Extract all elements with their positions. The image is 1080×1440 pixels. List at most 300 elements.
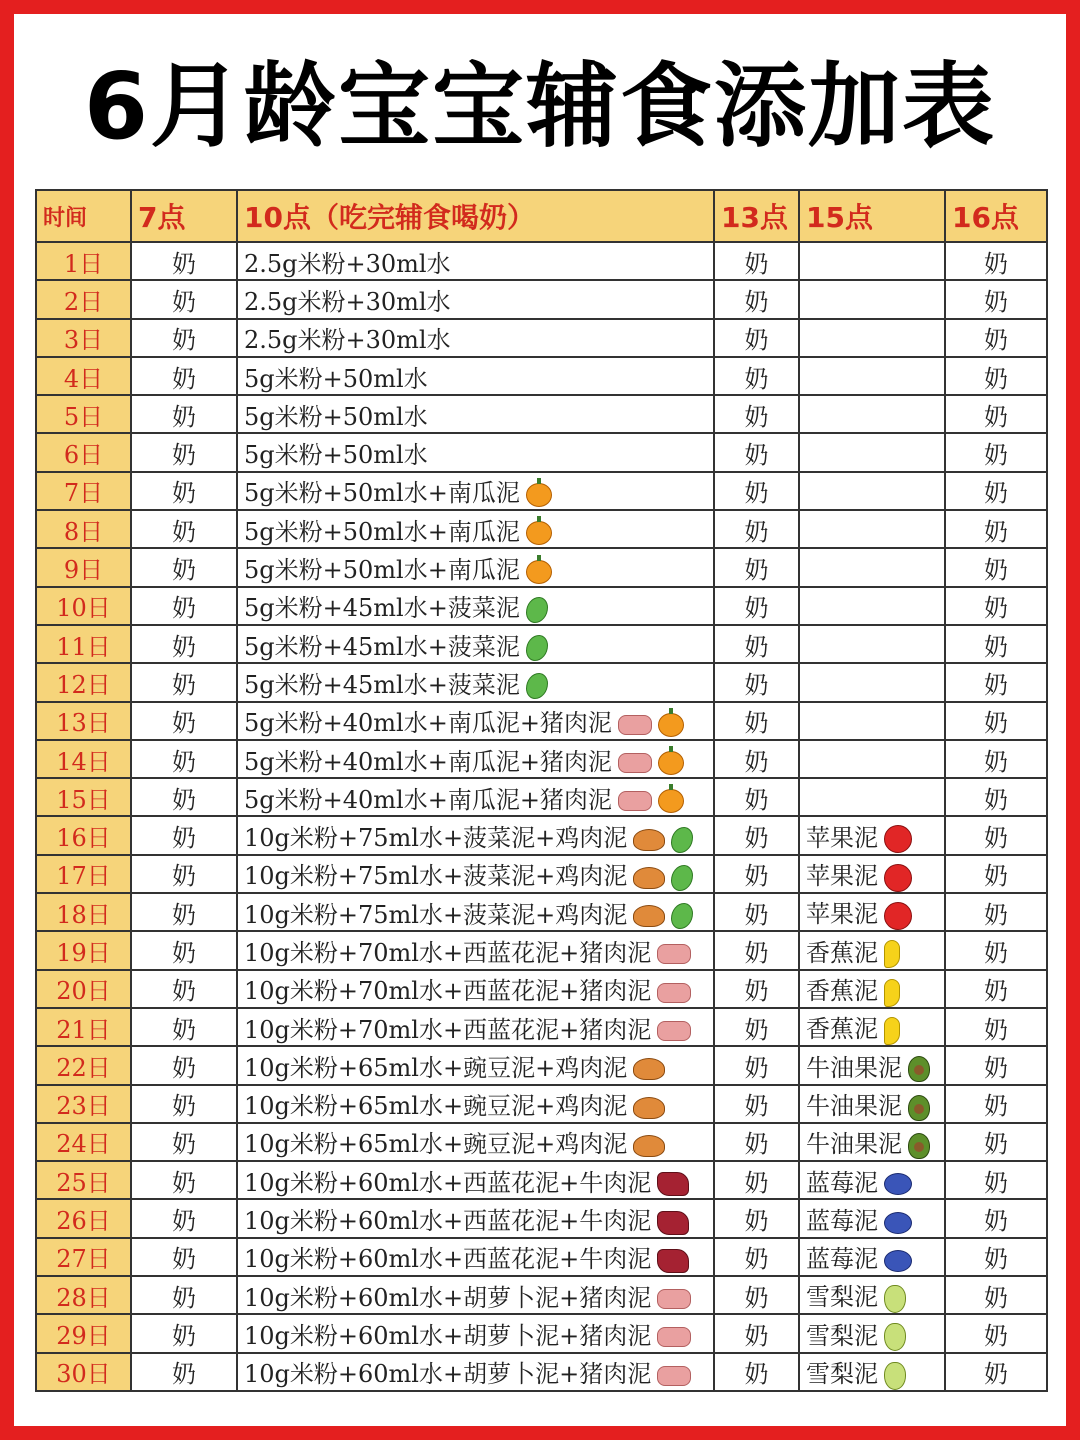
milk-7-cell-text: 奶	[172, 824, 196, 853]
milk-7-cell	[131, 778, 237, 816]
milk-7-cell	[131, 1199, 237, 1237]
feeding-schedule-table	[35, 189, 1048, 1392]
table-row	[36, 1199, 1047, 1237]
chicken-icon	[633, 867, 665, 889]
milk-13-cell	[714, 280, 799, 318]
day-cell	[36, 1161, 131, 1199]
milk-13-cell	[714, 1161, 799, 1199]
fruit-15-cell	[799, 1353, 945, 1391]
fruit-15-cell-text: 香蕉泥	[806, 1015, 878, 1044]
banana-icon	[884, 1017, 900, 1045]
food-10-cell	[237, 1085, 714, 1123]
milk-16-cell-text: 奶	[984, 1321, 1008, 1350]
day-cell	[36, 433, 131, 471]
food-10-cell-text: 10g米粉+65ml水+豌豆泥+鸡肉泥	[244, 1130, 628, 1159]
day-cell-text: 10日	[56, 594, 111, 623]
food-10-cell-text: 10g米粉+60ml水+胡萝卜泥+猪肉泥	[244, 1283, 652, 1312]
milk-13-cell-text: 奶	[744, 1092, 769, 1121]
milk-7-cell	[131, 472, 237, 510]
milk-16-cell	[945, 1238, 1047, 1276]
fruit-15-cell-text: 蓝莓泥	[806, 1245, 878, 1274]
day-cell	[36, 855, 131, 893]
food-10-cell-text: 10g米粉+70ml水+西蓝花泥+猪肉泥	[244, 1015, 652, 1044]
milk-16-cell-text: 奶	[984, 326, 1008, 355]
fruit-15-cell-text: 雪梨泥	[806, 1283, 878, 1312]
milk-13-cell	[714, 242, 799, 280]
fruit-15-cell	[799, 1199, 945, 1237]
milk-13-cell-text: 奶	[744, 1207, 769, 1236]
table-row	[36, 1123, 1047, 1161]
avocado-icon	[908, 1095, 930, 1121]
milk-13-cell	[714, 1353, 799, 1391]
pork-icon	[657, 944, 691, 964]
milk-7-cell	[131, 587, 237, 625]
milk-7-cell-text: 奶	[172, 1321, 196, 1350]
fruit-15-cell	[799, 433, 945, 471]
milk-16-cell-text: 奶	[984, 1130, 1008, 1159]
day-cell	[36, 242, 131, 280]
milk-16-cell-text: 奶	[984, 517, 1008, 546]
day-cell-text: 14日	[56, 747, 111, 776]
day-cell	[36, 1199, 131, 1237]
blueberry-icon	[884, 1173, 912, 1195]
milk-16-cell-text: 奶	[984, 1092, 1008, 1121]
day-cell-text: 29日	[56, 1321, 111, 1350]
fruit-15-cell	[799, 740, 945, 778]
pork-icon	[657, 1366, 691, 1386]
milk-16-cell	[945, 510, 1047, 548]
milk-16-cell-text: 奶	[984, 479, 1008, 508]
fruit-15-cell	[799, 280, 945, 318]
food-10-cell	[237, 740, 714, 778]
milk-7-cell	[131, 1046, 237, 1084]
milk-13-cell	[714, 395, 799, 433]
header-16: 16点	[945, 190, 1047, 242]
food-10-cell-text: 5g米粉+50ml水+南瓜泥	[244, 479, 520, 508]
milk-13-cell	[714, 548, 799, 586]
milk-13-cell	[714, 319, 799, 357]
milk-16-cell	[945, 433, 1047, 471]
milk-16-cell-text: 奶	[984, 862, 1008, 891]
day-cell	[36, 319, 131, 357]
milk-13-cell-text: 奶	[744, 862, 769, 891]
fruit-15-cell-text: 蓝莓泥	[806, 1207, 878, 1236]
header-15: 15点	[799, 190, 945, 242]
milk-13-cell-text: 奶	[744, 785, 769, 814]
food-10-cell-text: 10g米粉+75ml水+菠菜泥+鸡肉泥	[244, 824, 628, 853]
pork-icon	[618, 715, 652, 735]
food-10-cell	[237, 778, 714, 816]
milk-13-cell-text: 奶	[744, 1360, 769, 1389]
day-cell	[36, 510, 131, 548]
milk-7-cell-text: 奶	[172, 938, 196, 967]
table-row	[36, 625, 1047, 663]
food-10-cell-text: 5g米粉+50ml水	[244, 402, 428, 431]
milk-7-cell	[131, 1238, 237, 1276]
milk-7-cell	[131, 855, 237, 893]
milk-13-cell-text: 奶	[744, 670, 769, 699]
milk-7-cell	[131, 625, 237, 663]
milk-13-cell-text: 奶	[744, 824, 769, 853]
milk-13-cell-text: 奶	[744, 977, 769, 1006]
milk-16-cell-text: 奶	[984, 785, 1008, 814]
milk-7-cell-text: 奶	[172, 747, 196, 776]
table-row	[36, 357, 1047, 395]
table-row	[36, 970, 1047, 1008]
fruit-15-cell	[799, 357, 945, 395]
milk-13-cell	[714, 893, 799, 931]
milk-7-cell-text: 奶	[172, 977, 196, 1006]
food-10-cell	[237, 1123, 714, 1161]
chicken-icon	[633, 905, 665, 927]
fruit-15-cell-text: 香蕉泥	[806, 977, 878, 1006]
milk-7-cell-text: 奶	[172, 402, 196, 431]
header-7: 7点	[131, 190, 237, 242]
table-row	[36, 433, 1047, 471]
milk-13-cell	[714, 472, 799, 510]
day-cell-text: 12日	[56, 670, 111, 699]
milk-16-cell	[945, 1199, 1047, 1237]
fruit-15-cell-text: 雪梨泥	[806, 1360, 878, 1388]
milk-13-cell-text: 奶	[744, 938, 769, 967]
avocado-icon	[908, 1056, 930, 1082]
food-10-cell-text: 10g米粉+60ml水+胡萝卜泥+猪肉泥	[244, 1360, 652, 1389]
table-body	[36, 242, 1047, 1391]
food-10-cell	[237, 855, 714, 893]
milk-16-cell-text: 奶	[984, 1245, 1008, 1274]
header-row	[36, 190, 1047, 242]
milk-16-cell	[945, 357, 1047, 395]
milk-7-cell	[131, 510, 237, 548]
milk-16-cell-text: 奶	[984, 556, 1008, 585]
fruit-15-cell	[799, 816, 945, 854]
apple-icon	[884, 825, 912, 853]
milk-16-cell	[945, 395, 1047, 433]
milk-16-cell	[945, 702, 1047, 740]
table-row	[36, 1314, 1047, 1352]
food-10-cell-text: 10g米粉+75ml水+菠菜泥+鸡肉泥	[244, 900, 628, 929]
milk-16-cell-text: 奶	[984, 402, 1008, 431]
day-cell	[36, 548, 131, 586]
milk-16-cell	[945, 587, 1047, 625]
food-10-cell-text: 10g米粉+60ml水+西蓝花泥+牛肉泥	[244, 1168, 652, 1197]
milk-7-cell-text: 奶	[172, 364, 196, 393]
milk-7-cell	[131, 1314, 237, 1352]
milk-7-cell-text: 奶	[172, 785, 196, 814]
day-cell-text: 24日	[56, 1130, 111, 1159]
food-10-cell	[237, 433, 714, 471]
milk-13-cell-text: 奶	[744, 1168, 769, 1197]
table-row	[36, 587, 1047, 625]
spinach-icon	[671, 903, 693, 929]
milk-16-cell-text: 奶	[984, 1360, 1008, 1389]
milk-13-cell-text: 奶	[744, 517, 769, 546]
milk-7-cell	[131, 433, 237, 471]
milk-13-cell-text: 奶	[744, 900, 769, 929]
fruit-15-cell	[799, 1046, 945, 1084]
milk-13-cell-text: 奶	[744, 747, 769, 776]
fruit-15-cell-text: 苹果泥	[806, 862, 878, 891]
food-10-cell-text: 5g米粉+40ml水+南瓜泥+猪肉泥	[244, 747, 612, 776]
day-cell-text: 30日	[56, 1360, 111, 1389]
chicken-icon	[633, 1097, 665, 1119]
fruit-15-cell-text: 牛油果泥	[806, 1130, 902, 1159]
milk-13-cell-text: 奶	[744, 326, 769, 355]
pumpkin-icon	[658, 751, 684, 775]
food-10-cell-text: 5g米粉+50ml水	[244, 364, 428, 393]
milk-13-cell	[714, 510, 799, 548]
day-cell	[36, 472, 131, 510]
milk-13-cell	[714, 625, 799, 663]
food-10-cell-text: 5g米粉+50ml水+南瓜泥	[244, 517, 520, 546]
table-row	[36, 855, 1047, 893]
food-10-cell	[237, 1238, 714, 1276]
milk-16-cell	[945, 242, 1047, 280]
fruit-15-cell	[799, 778, 945, 816]
food-10-cell-text: 2.5g米粉+30ml水	[244, 249, 451, 278]
food-10-cell-text: 10g米粉+65ml水+豌豆泥+鸡肉泥	[244, 1053, 628, 1082]
chicken-icon	[633, 1135, 665, 1157]
milk-7-cell	[131, 280, 237, 318]
table-row	[36, 242, 1047, 280]
food-10-cell	[237, 1008, 714, 1046]
milk-13-cell-text: 奶	[744, 441, 769, 470]
pork-icon	[657, 1021, 691, 1041]
day-cell-text: 23日	[56, 1092, 111, 1121]
fruit-15-cell	[799, 893, 945, 931]
milk-7-cell	[131, 970, 237, 1008]
milk-7-cell-text: 奶	[172, 1015, 196, 1044]
food-10-cell-text: 5g米粉+45ml水+菠菜泥	[244, 594, 520, 623]
spinach-icon	[526, 597, 548, 623]
food-10-cell	[237, 702, 714, 740]
food-10-cell	[237, 1046, 714, 1084]
fruit-15-cell	[799, 548, 945, 586]
day-cell-text: 21日	[56, 1015, 111, 1044]
food-10-cell	[237, 625, 714, 663]
pumpkin-icon	[526, 521, 552, 545]
milk-13-cell-text: 奶	[744, 479, 769, 508]
food-10-cell-text: 5g米粉+40ml水+南瓜泥+猪肉泥	[244, 709, 612, 738]
table-row	[36, 510, 1047, 548]
milk-13-cell-text: 奶	[744, 249, 769, 278]
day-cell-text: 15日	[56, 785, 111, 814]
milk-7-cell	[131, 740, 237, 778]
table-row	[36, 740, 1047, 778]
day-cell	[36, 1008, 131, 1046]
milk-7-cell	[131, 1353, 237, 1391]
fruit-15-cell	[799, 1276, 945, 1314]
food-10-cell	[237, 472, 714, 510]
pumpkin-icon	[526, 483, 552, 507]
milk-16-cell	[945, 625, 1047, 663]
food-10-cell-text: 10g米粉+75ml水+菠菜泥+鸡肉泥	[244, 862, 628, 891]
food-10-cell-text: 5g米粉+40ml水+南瓜泥+猪肉泥	[244, 785, 612, 814]
milk-13-cell	[714, 702, 799, 740]
food-10-cell-text: 5g米粉+50ml水+南瓜泥	[244, 556, 520, 585]
food-10-cell	[237, 1161, 714, 1199]
milk-7-cell-text: 奶	[172, 1245, 196, 1274]
food-10-cell	[237, 280, 714, 318]
milk-13-cell-text: 奶	[744, 632, 769, 661]
milk-7-cell	[131, 357, 237, 395]
milk-7-cell-text: 奶	[172, 1168, 196, 1197]
milk-16-cell	[945, 1161, 1047, 1199]
food-10-cell-text: 10g米粉+60ml水+胡萝卜泥+猪肉泥	[244, 1321, 652, 1350]
milk-13-cell	[714, 1008, 799, 1046]
fruit-15-cell	[799, 702, 945, 740]
fruit-15-cell	[799, 395, 945, 433]
milk-7-cell	[131, 663, 237, 701]
milk-16-cell-text: 奶	[984, 249, 1008, 278]
food-10-cell-text: 5g米粉+45ml水+菠菜泥	[244, 632, 520, 661]
fruit-15-cell	[799, 242, 945, 280]
milk-16-cell-text: 奶	[984, 977, 1008, 1006]
fruit-15-cell	[799, 855, 945, 893]
beef-icon	[657, 1249, 689, 1273]
food-10-cell	[237, 587, 714, 625]
milk-7-cell	[131, 548, 237, 586]
day-cell-text: 17日	[56, 862, 111, 891]
food-10-cell	[237, 319, 714, 357]
fruit-15-cell	[799, 319, 945, 357]
milk-7-cell-text: 奶	[172, 594, 196, 623]
milk-13-cell	[714, 931, 799, 969]
milk-7-cell-text: 奶	[172, 862, 196, 891]
fruit-15-cell-text: 牛油果泥	[806, 1092, 902, 1121]
pear-icon	[884, 1285, 906, 1313]
day-cell-text: 25日	[56, 1168, 111, 1197]
milk-7-cell-text: 奶	[172, 1053, 196, 1082]
milk-16-cell	[945, 1276, 1047, 1314]
food-10-cell-text: 10g米粉+60ml水+西蓝花泥+牛肉泥	[244, 1207, 652, 1236]
apple-icon	[884, 902, 912, 930]
fruit-15-cell	[799, 587, 945, 625]
day-cell-text: 13日	[56, 709, 111, 738]
day-cell	[36, 816, 131, 854]
food-10-cell	[237, 663, 714, 701]
day-cell	[36, 357, 131, 395]
milk-7-cell	[131, 1008, 237, 1046]
day-cell	[36, 931, 131, 969]
day-cell	[36, 778, 131, 816]
milk-13-cell-text: 奶	[744, 1321, 769, 1350]
food-10-cell-text: 5g米粉+50ml水	[244, 441, 428, 470]
milk-7-cell	[131, 893, 237, 931]
food-10-cell	[237, 1276, 714, 1314]
milk-7-cell-text: 奶	[172, 479, 196, 508]
day-cell-text: 5日	[63, 402, 104, 431]
header-10: 10点（吃完辅食喝奶）	[237, 190, 714, 242]
table-row	[36, 893, 1047, 931]
table-row	[36, 395, 1047, 433]
fruit-15-cell	[799, 1238, 945, 1276]
food-10-cell-text: 10g米粉+65ml水+豌豆泥+鸡肉泥	[244, 1092, 628, 1121]
milk-13-cell	[714, 357, 799, 395]
day-cell	[36, 663, 131, 701]
table-row	[36, 1085, 1047, 1123]
table-row	[36, 1238, 1047, 1276]
milk-16-cell-text: 奶	[984, 709, 1008, 738]
milk-13-cell-text: 奶	[744, 1015, 769, 1044]
milk-16-cell	[945, 548, 1047, 586]
milk-16-cell-text: 奶	[984, 594, 1008, 623]
milk-16-cell-text: 奶	[984, 632, 1008, 661]
milk-16-cell	[945, 1046, 1047, 1084]
milk-13-cell	[714, 1276, 799, 1314]
milk-13-cell	[714, 1238, 799, 1276]
pear-icon	[884, 1323, 906, 1351]
milk-16-cell	[945, 931, 1047, 969]
milk-16-cell	[945, 1085, 1047, 1123]
milk-13-cell	[714, 433, 799, 471]
food-10-cell	[237, 1199, 714, 1237]
food-10-cell	[237, 1353, 714, 1391]
day-cell	[36, 702, 131, 740]
milk-7-cell-text: 奶	[172, 326, 196, 355]
day-cell	[36, 1276, 131, 1314]
food-10-cell-text: 10g米粉+70ml水+西蓝花泥+猪肉泥	[244, 977, 652, 1006]
milk-13-cell-text: 奶	[744, 1130, 769, 1159]
day-cell-text: 22日	[56, 1053, 111, 1082]
milk-7-cell	[131, 931, 237, 969]
day-cell	[36, 740, 131, 778]
header-time: 时间	[36, 190, 131, 242]
day-cell-text: 19日	[56, 938, 111, 967]
fruit-15-cell	[799, 970, 945, 1008]
fruit-15-cell	[799, 510, 945, 548]
milk-7-cell-text: 奶	[172, 556, 196, 585]
food-10-cell-text: 10g米粉+60ml水+西蓝花泥+牛肉泥	[244, 1245, 652, 1274]
food-10-cell	[237, 548, 714, 586]
food-10-cell	[237, 395, 714, 433]
milk-7-cell-text: 奶	[172, 1207, 196, 1236]
day-cell	[36, 625, 131, 663]
milk-7-cell-text: 奶	[172, 441, 196, 470]
spinach-icon	[671, 827, 693, 853]
milk-16-cell	[945, 855, 1047, 893]
milk-7-cell-text: 奶	[172, 249, 196, 278]
beef-icon	[657, 1172, 689, 1196]
day-cell-text: 8日	[63, 517, 104, 546]
fruit-15-cell	[799, 472, 945, 510]
day-cell-text: 18日	[56, 900, 111, 929]
day-cell-text: 11日	[56, 632, 111, 661]
fruit-15-cell	[799, 1314, 945, 1352]
day-cell	[36, 1046, 131, 1084]
day-cell	[36, 395, 131, 433]
milk-16-cell-text: 奶	[984, 1168, 1008, 1197]
table-row	[36, 1008, 1047, 1046]
avocado-icon	[908, 1133, 930, 1159]
day-cell	[36, 1353, 131, 1391]
milk-16-cell-text: 奶	[984, 1207, 1008, 1236]
poster-sheet	[14, 14, 1066, 1426]
day-cell-text: 6日	[63, 441, 104, 470]
header-13: 13点	[714, 190, 799, 242]
milk-13-cell-text: 奶	[744, 594, 769, 623]
table-row	[36, 1276, 1047, 1314]
milk-7-cell-text: 奶	[172, 1092, 196, 1121]
milk-16-cell-text: 奶	[984, 441, 1008, 470]
milk-7-cell-text: 奶	[172, 632, 196, 661]
food-10-cell	[237, 893, 714, 931]
page-title: 6月龄宝宝辅食添加表	[83, 53, 996, 160]
pumpkin-icon	[658, 789, 684, 813]
milk-7-cell-text: 奶	[172, 670, 196, 699]
day-cell-text: 20日	[56, 977, 111, 1006]
food-10-cell-text: 10g米粉+70ml水+西蓝花泥+猪肉泥	[244, 938, 652, 967]
